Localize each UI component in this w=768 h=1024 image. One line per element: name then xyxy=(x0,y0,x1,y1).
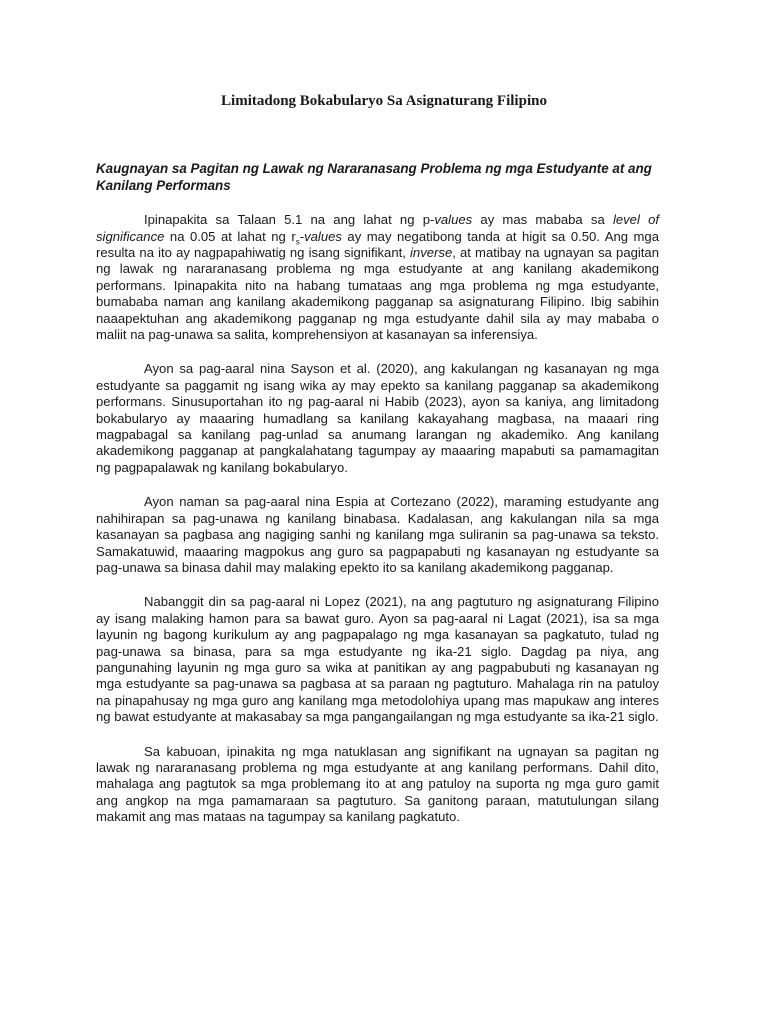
p1-hyphen: - xyxy=(299,228,305,244)
p1-italic-level-of-significance: level of significance xyxy=(96,212,659,244)
paragraph-1 xyxy=(96,212,659,343)
paragraph-5: Sa kabuoan, ipinakita ng mga natuklasan ang signifikant na ugnayan sa pagitan ng lawak ng nararanasang problema ng mga estudyante at ang kanilang performans. Dahil dito, mahalaga ang pagtutok sa mga problemang ito at ang patuloy na suporta ng mga guro gamit ang angkop na mga pamamaraan sa pagtuturo. Sa ganitong paraan, matutulungan silang makamit ang mas mataas na tagumpay sa kanilang pagkatuto. xyxy=(96,743,659,825)
paragraph-4: Nabanggit din sa pag-aaral ni Lopez (2021), na ang pagtuturo ng asignaturang Filipino ay isang malaking hamon para sa bawat guro. Ayon sa pag-aaral ni Lagat (2021), isa sa mga layunin ng bagong kurikulum ay ang pagpapalago ng mga kasanayan sa pagkatuto, tulad ng pag-unawa sa binasa, para sa mga estudyante ng ika-21 siglo. Dagdag pa niya, ang pangunahing layunin ng mga guro sa wika at panitikan ay ang pagpabubuti ng kasanayan ng mga estudyante sa pag-unawa sa pagbasa at sa paraan ng pagtuturo. Mahalaga rin na patuloy na pinapahusay ng mga guro ang kanilang mga metodolohiya upang mas mapukaw ang interes ng bawat estudyante at makasabay sa mga pangangailangan ng mga estudyante sa ika-21 siglo. xyxy=(96,594,659,725)
document-title: Limitadong Bokabularyo Sa Asignaturang Filipino xyxy=(221,93,547,109)
p1-italic-inverse: inverse xyxy=(410,245,453,260)
p1-text-a: Ipinapakita sa Talaan 5.1 na ang lahat ng p- xyxy=(144,212,435,228)
paragraph-2: Ayon sa pag-aaral nina Sayson et al. (2020), ang kakulangan ng kasanayan ng mga estudyante sa paggamit ng isang wika ay may epekto sa kanilang pagganap sa akademikong performans. Sinusuportahan ito ng pag-aaral ni Habib (2023), ayon sa kaniya, ang limitadong bokabularyo ay maaaring humadlang sa kanilang kakayahang magbasa, na maaari ring magpabagal sa kanilang pag-unlad sa anumang larangan ng akademiko. Ang kanilang akademikong pagganap at pangkalahatang tagumpay ay maaaring mapabuti sa pamamagitan ng pagpapalawak ng kanilang bokabularyo. xyxy=(96,361,659,475)
p1-subscript-s: s xyxy=(295,237,300,247)
p1-text-d: ay may negatibong tanda at higit sa 0.50. Ang mga resulta na ito ay nagpapahiwatig ng isang signifikant, xyxy=(96,228,659,260)
p1-text-b: ay mas mababa sa xyxy=(472,212,613,228)
p1-text-c: na 0.05 at lahat ng r xyxy=(164,228,296,244)
p1-italic-values-2: values xyxy=(304,228,342,244)
section-heading: Kaugnayan sa Pagitan ng Lawak ng Nararanasang Problema ng mga Estudyante at ang Kanilang Performans xyxy=(96,161,652,193)
p1-italic-values: values xyxy=(434,212,473,228)
p1-text-e: , at matibay na ugnayan sa pagitan ng lawak ng nararanasang problema ng mga estudyante at ang kanilang akademikong performans. Ipinapakita nito na habang tumataas ang mga problema ng mga estudyante, bumababa naman ang kanilang akademikong pagganap sa asignaturang Filipino. Ibig sabihin naaapektuhan ang akademikong pagganap ng mga estudyante dahil sila ay may mababa o maliit na pag-unawa sa salita, komprehensiyon at kasanayan sa inferensiya. xyxy=(96,245,659,343)
paragraph-3: Ayon naman sa pag-aaral nina Espia at Cortezano (2022), maraming estudyante ang nahihirapan sa pag-unawa ng kanilang binabasa. Kadalasan, ang kakulangan nila sa mga kasanayan sa pagbasa ang nagiging sanhi ng kanilang mga suliranin sa pag-unawa sa teksto. Samakatuwid, maaaring magpokus ang guro sa pagpapabuti ng kasanayan ng estudyante sa pag-unawa sa binasa dahil may malaking epekto ito sa kanilang akademikong pagganap. xyxy=(96,494,659,575)
document-body xyxy=(96,161,659,844)
